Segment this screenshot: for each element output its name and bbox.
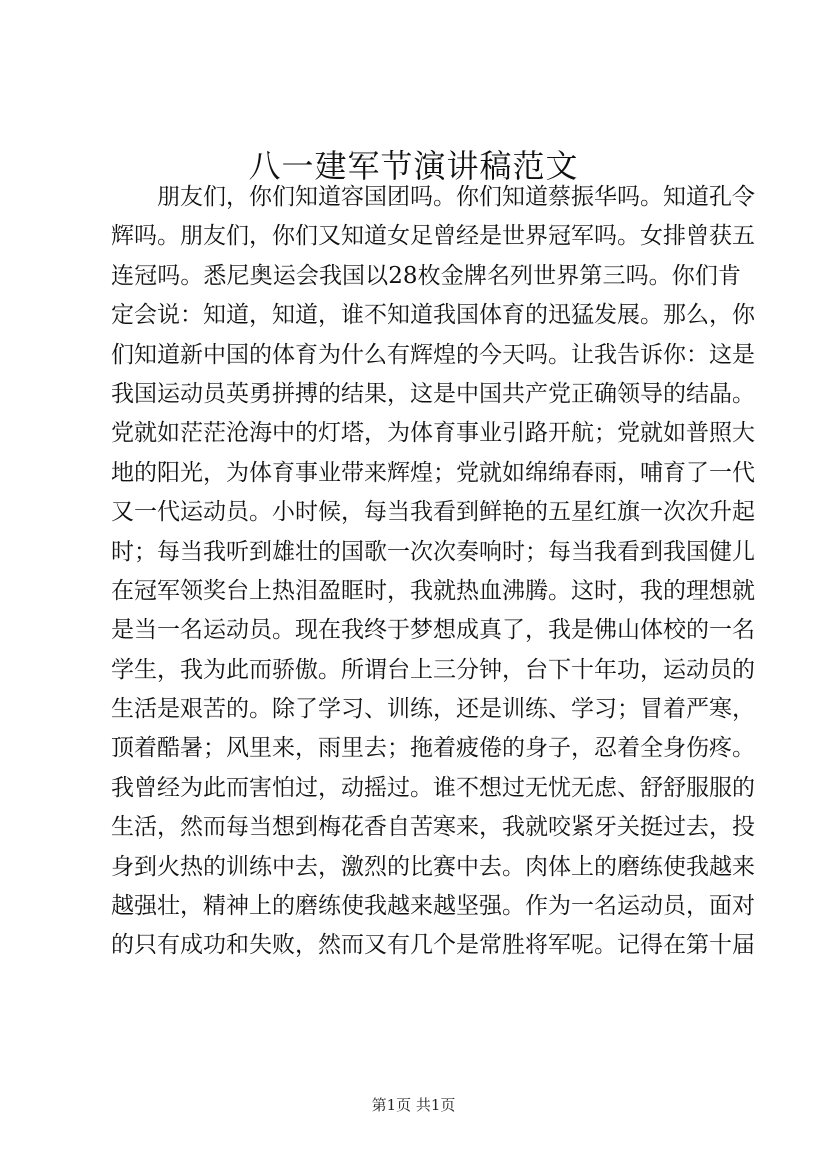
- body-line: 生活，然而每当想到梅花香自苦寒来，我就咬紧牙关挺过去，投: [111, 814, 755, 841]
- body-line: 党就如茫茫沧海中的灯塔，为体育事业引路开航；党就如普照大: [111, 420, 755, 447]
- body-line: 朋友们，你们知道容国团吗。你们知道蔡振华吗。知道孔令: [157, 184, 755, 210]
- body-line: 地的阳光，为体育事业带来辉煌；党就如绵绵春雨，哺育了一代: [111, 459, 755, 486]
- body-line: 身到火热的训练中去，激烈的比赛中去。肉体上的磨练使我越来: [111, 853, 755, 880]
- body-line: 定会说：知道，知道，谁不知道我国体育的迅猛发展。那么，你: [111, 302, 755, 329]
- body-line: 连冠吗。悉尼奥运会我国以28枚金牌名列世界第三吗。你们肯: [111, 262, 741, 289]
- body-line: 是当一名运动员。现在我终于梦想成真了，我是佛山体校的一名: [111, 617, 755, 644]
- page-footer: 第1页 共1页: [371, 1096, 456, 1114]
- body-line: 越强壮，精神上的磨练使我越来越坚强。作为一名运动员，面对: [111, 893, 755, 920]
- document-body: [111, 178, 755, 966]
- body-line: 辉吗。朋友们，你们又知道女足曾经是世界冠军吗。女排曾获五: [111, 223, 755, 250]
- body-line: 们知道新中国的体育为什么有辉煌的今天吗。让我告诉你：这是: [111, 341, 755, 368]
- body-line: 我国运动员英勇拼搏的结果，这是中国共产党正确领导的结晶。: [111, 380, 755, 407]
- document-title: 八一建军节演讲稿范文: [248, 147, 579, 185]
- body-line: 又一代运动员。小时候，每当我看到鲜艳的五星红旗一次次升起: [111, 499, 755, 526]
- body-line: 时；每当我听到雄壮的国歌一次次奏响时；每当我看到我国健儿: [111, 538, 755, 565]
- body-line: 的只有成功和失败，然而又有几个是常胜将军呢。记得在第十届: [111, 932, 755, 959]
- body-line: 我曾经为此而害怕过，动摇过。谁不想过无忧无虑、舒舒服服的: [111, 774, 755, 801]
- body-line: 生活是艰苦的。除了学习、训练，还是训练、学习；冒着严寒，: [111, 696, 755, 723]
- body-line: 顶着酷暑；风里来，雨里去；拖着疲倦的身子，忍着全身伤疼。: [111, 735, 755, 762]
- body-line: 学生，我为此而骄傲。所谓台上三分钟，台下十年功，运动员的: [111, 656, 755, 683]
- body-line: 在冠军领奖台上热泪盈眶时，我就热血沸腾。这时，我的理想就: [111, 577, 755, 604]
